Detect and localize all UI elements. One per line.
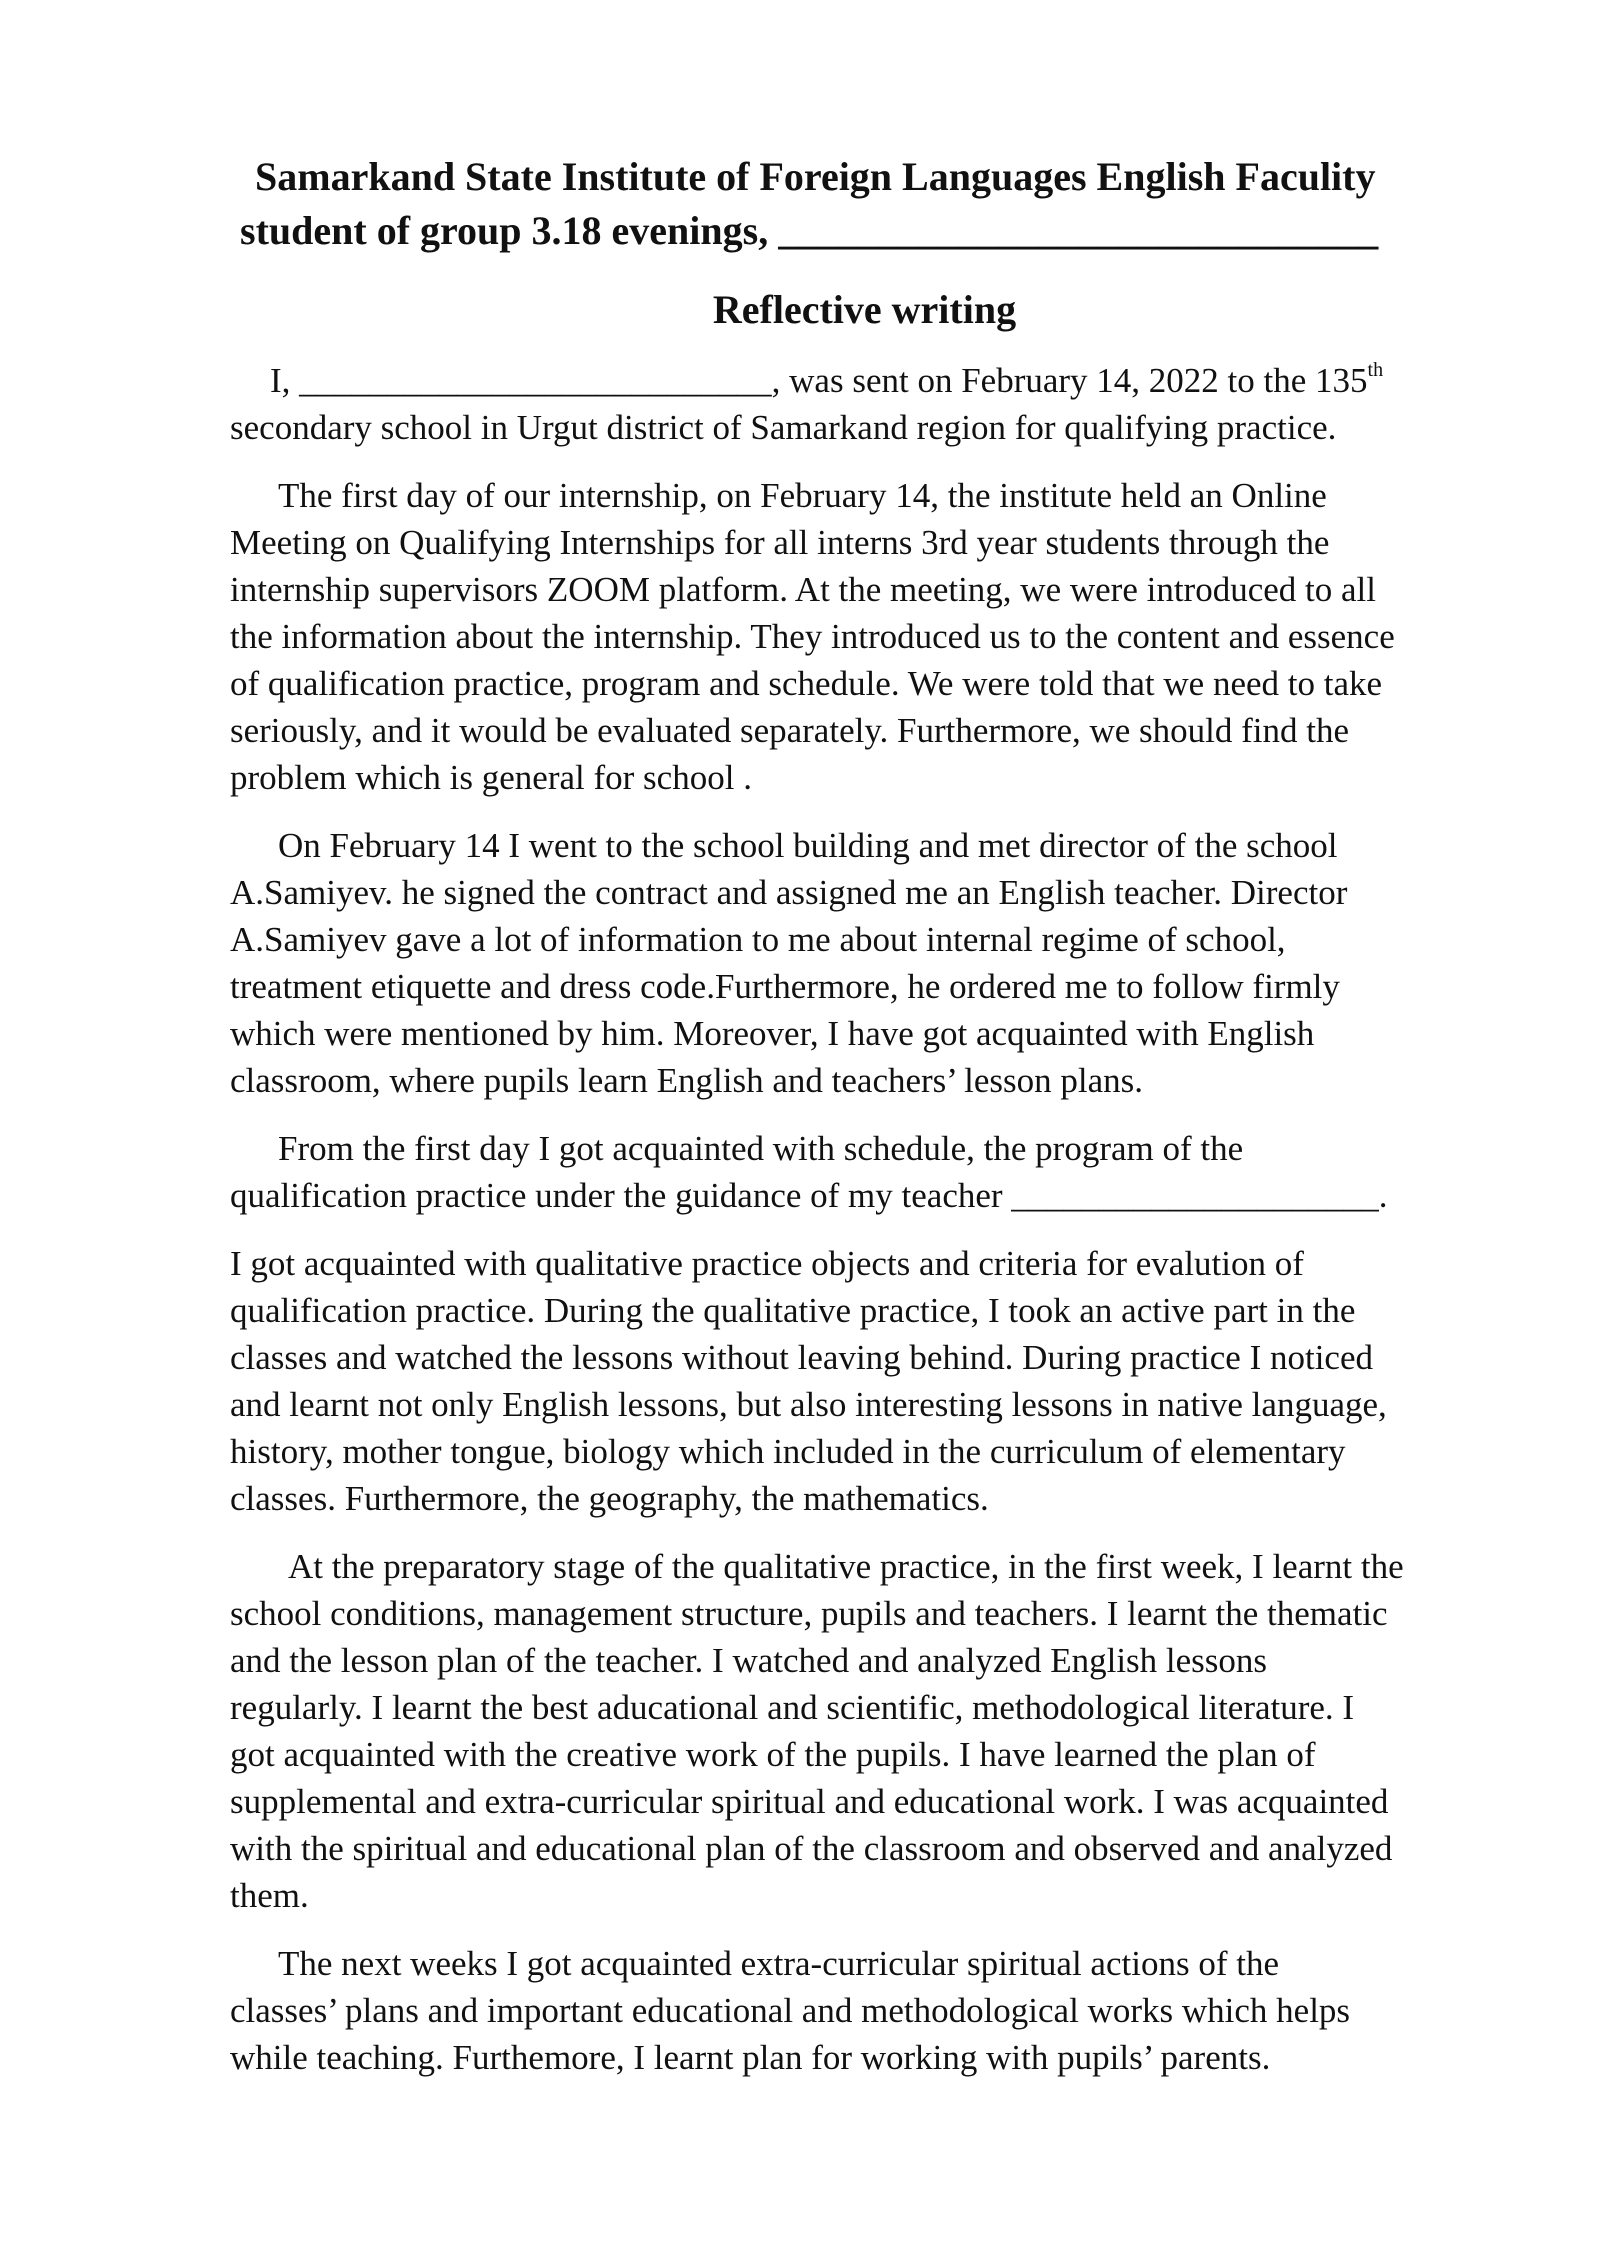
paragraph-line: I got acquainted with qualitative practice objects and criteria for evalution of <box>230 1244 1304 1283</box>
paragraph-text: At the preparatory stage of the qualitative practice, in the first week, I learnt the <box>288 1547 1404 1586</box>
paragraph-line: classes. Furthermore, the geography, the mathematics. <box>230 1479 989 1518</box>
paragraph-line: classes’ plans and important educational and methodological works which helps <box>230 1991 1351 2030</box>
ordinal-suffix: th <box>1367 359 1384 381</box>
paragraph-line: qualification practice under the guidance of my teacher _____________________. <box>230 1176 1388 1215</box>
paragraph-line: A.Samiyev. he signed the contract and assigned me an English teacher. Director <box>230 873 1348 912</box>
paragraph-line <box>230 472 1530 519</box>
paragraph-line: Meeting on Qualifying Internships for all interns 3rd year students through the <box>230 523 1330 562</box>
paragraph-text: The first day of our internship, on February 14, the institute held an Online <box>278 476 1327 515</box>
paragraph-line: which were mentioned by him. Moreover, I have got acquainted with English <box>230 1014 1315 1053</box>
paragraph-7 <box>230 1940 1530 2081</box>
paragraph-line: problem which is general for school . <box>230 758 752 797</box>
paragraph-line: with the spiritual and educational plan of the classroom and observed and analyzed <box>230 1829 1393 1868</box>
paragraph-line <box>230 357 1530 404</box>
paragraph-line: and learnt not only English lessons, but also interesting lessons in native language, <box>230 1385 1387 1424</box>
paragraph-text: The next weeks I got acquainted extra-curricular spiritual actions of the <box>278 1944 1279 1983</box>
paragraph-1 <box>230 357 1530 451</box>
document-title: Reflective writing <box>712 287 1017 332</box>
paragraph-text: From the first day I got acquainted with schedule, the program of the <box>278 1129 1244 1168</box>
paragraph-line: seriously, and it would be evaluated separately. Furthermore, we should find the <box>230 711 1350 750</box>
paragraph-5 <box>230 1240 1530 1522</box>
header-student-line: student of group 3.18 evenings, ______________________________ <box>240 208 1379 253</box>
paragraph-text: I, ___________________________, was sent on February 14, 2022 to the 135 <box>270 361 1368 400</box>
paragraph-3 <box>230 822 1530 1104</box>
paragraph-line: while teaching. Furthemore, I learnt plan for working with pupils’ parents. <box>230 2038 1271 2077</box>
paragraph-line: classes and watched the lessons without leaving behind. During practice I noticed <box>230 1338 1374 1377</box>
header-institution-line: Samarkand State Institute of Foreign Languages English Faculity <box>255 154 1376 199</box>
paragraph-line: classroom, where pupils learn English and teachers’ lesson plans. <box>230 1061 1143 1100</box>
paragraph-line <box>230 1125 1530 1172</box>
paragraph-line: internship supervisors ZOOM platform. At the meeting, we were introduced to all <box>230 570 1376 609</box>
paragraph-line: history, mother tongue, biology which included in the curriculum of elementary <box>230 1432 1346 1471</box>
paragraph-line: supplemental and extra-curricular spiritual and educational work. I was acquainted <box>230 1782 1389 1821</box>
paragraph-line: qualification practice. During the qualitative practice, I took an active part in the <box>230 1291 1356 1330</box>
paragraph-line <box>230 822 1530 869</box>
paragraph-line: and the lesson plan of the teacher. I watched and analyzed English lessons <box>230 1641 1268 1680</box>
paragraph-line <box>230 1940 1530 1987</box>
paragraph-line: A.Samiyev gave a lot of information to me about internal regime of school, <box>230 920 1286 959</box>
paragraph-line <box>230 1543 1530 1590</box>
paragraph-4 <box>230 1125 1530 1219</box>
paragraph-line: the information about the internship. They introduced us to the content and essence <box>230 617 1395 656</box>
paragraph-text: On February 14 I went to the school building and met director of the school <box>278 826 1338 865</box>
paragraph-2 <box>230 472 1530 801</box>
paragraph-line: secondary school in Urgut district of Samarkand region for qualifying practice. <box>230 408 1337 447</box>
paragraph-6 <box>230 1543 1530 1919</box>
paragraph-line: them. <box>230 1876 309 1915</box>
paragraph-line: got acquainted with the creative work of the pupils. I have learned the plan of <box>230 1735 1316 1774</box>
paragraph-line: school conditions, management structure, pupils and teachers. I learnt the thematic <box>230 1594 1388 1633</box>
paragraph-line: regularly. I learnt the best aducational and scientific, methodological literature. I <box>230 1688 1355 1727</box>
paragraph-line: of qualification practice, program and schedule. We were told that we need to take <box>230 664 1383 703</box>
paragraph-line: treatment etiquette and dress code.Furthermore, he ordered me to follow firmly <box>230 967 1340 1006</box>
